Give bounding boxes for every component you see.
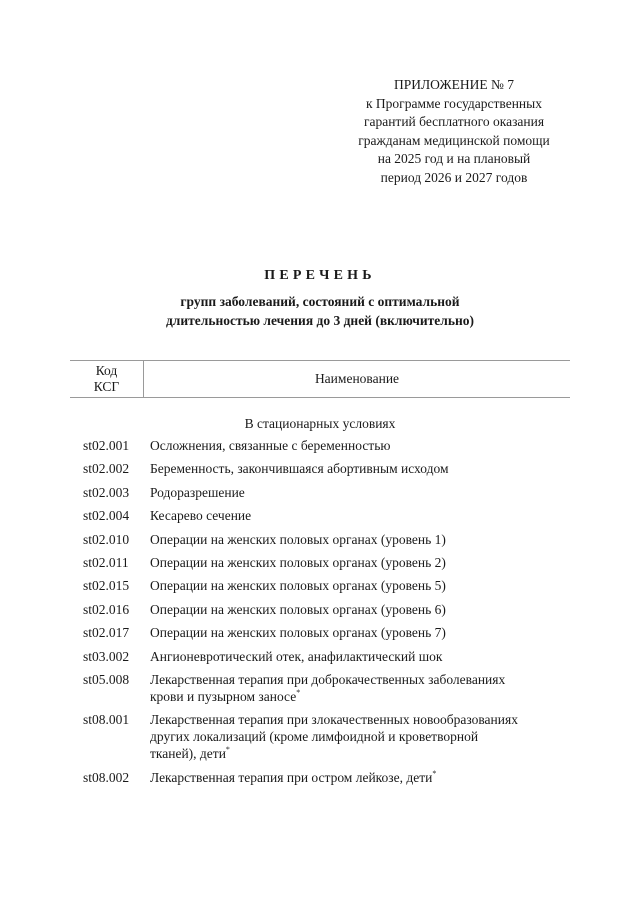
table-row [72, 711, 572, 762]
table-row [72, 484, 572, 501]
group-name [148, 671, 572, 705]
group-name-line [150, 728, 572, 745]
group-name-line [150, 484, 572, 501]
table-row [72, 577, 572, 594]
table-row [72, 624, 572, 641]
group-name-line [150, 711, 572, 728]
ksg-code: st02.011 [83, 554, 129, 570]
group-name-line [150, 437, 572, 454]
table-row [72, 671, 572, 705]
group-name-text: Операции на женских половых органах (уровень 2) [150, 554, 446, 570]
ksg-code: st05.008 [83, 671, 130, 687]
footnote-mark: * [296, 687, 301, 697]
ksg-code: st03.002 [83, 648, 130, 664]
group-name-line [150, 577, 572, 594]
group-name-line [150, 531, 572, 548]
group-name-line [150, 671, 572, 688]
group-name-text: Лекарственная терапия при злокачественных новообразованиях [150, 712, 518, 728]
ksg-code: st02.004 [83, 508, 130, 524]
appendix-line: ПРИЛОЖЕНИЕ № 7 [393, 77, 515, 92]
ksg-code: st02.010 [83, 531, 130, 547]
group-name-text: Операции на женских половых органах (уровень 5) [150, 578, 446, 594]
group-name [148, 577, 572, 594]
appendix-line: период 2026 и 2027 годов [380, 169, 528, 185]
subtitle-line: групп заболеваний, состояний с оптимальной [180, 294, 460, 309]
subtitle-line: длительностью лечения до 3 дней (включительно) [165, 312, 475, 328]
table-row [72, 507, 572, 524]
ksg-code: st08.002 [83, 769, 130, 785]
group-name-text: Операции на женских половых органах (уровень 6) [150, 601, 446, 617]
group-name-text: Операции на женских половых органах (уровень 1) [150, 531, 446, 547]
ksg-code: st02.002 [83, 461, 130, 477]
group-name-text: других локализаций (кроме лимфоидной и кроветворной [150, 729, 479, 745]
group-name-text: Ангионевротический отек, анафилактический шок [150, 648, 443, 664]
table-row [72, 554, 572, 571]
group-name [148, 769, 572, 786]
group-name-text: Кесарево сечение [150, 508, 252, 524]
ksg-code: st02.016 [83, 601, 130, 617]
ksg-code: st02.001 [83, 438, 130, 453]
group-name-line [150, 688, 572, 705]
table-body [72, 437, 572, 792]
group-name-line [150, 554, 572, 571]
group-name [148, 531, 572, 548]
ksg-code: st02.003 [83, 484, 130, 500]
table-header [70, 360, 570, 398]
group-name-line [150, 460, 572, 477]
group-name-line [150, 601, 572, 618]
column-header-code-line: КСГ [93, 379, 120, 394]
table-row [72, 531, 572, 548]
group-name-text: тканей), дети [150, 746, 226, 762]
appendix-line: гарантий бесплатного оказания [363, 114, 545, 129]
group-name [148, 507, 572, 524]
table-row [72, 460, 572, 477]
group-name-text: Родоразрешение [150, 484, 245, 500]
group-name-text: Осложнения, связанные с беременностью [150, 438, 391, 453]
table-row [72, 648, 572, 665]
group-name-text: Операции на женских половых органах (уровень 7) [150, 625, 446, 641]
group-name-text: Лекарственная терапия при доброкачественных заболеваниях [150, 671, 506, 687]
group-name-text: Беременность, закончившаяся абортивным исходом [150, 461, 449, 477]
table-row [72, 437, 572, 454]
ksg-code: st02.015 [83, 578, 130, 594]
column-header-code [70, 361, 144, 397]
table-row [72, 601, 572, 618]
group-name [148, 711, 572, 762]
appendix-line: на 2025 год и на плановый [377, 151, 531, 166]
column-header-name: Наименование [314, 371, 400, 386]
group-name-text: крови и пузырном заносе [150, 688, 297, 704]
document-title: ПЕРЕЧЕНЬ [264, 268, 376, 283]
footnote-mark: * [432, 768, 437, 778]
group-name [148, 648, 572, 665]
appendix-line: гражданам медицинской помощи [358, 132, 550, 148]
document-subtitle [0, 293, 640, 330]
footnote-mark: * [225, 745, 230, 755]
group-name-line [150, 745, 572, 762]
group-name-line [150, 507, 572, 524]
group-name [148, 460, 572, 477]
group-name [148, 437, 572, 454]
table-row [72, 769, 572, 786]
appendix-line: к Программе государственных [366, 95, 542, 111]
group-name [148, 601, 572, 618]
column-header-code-line: Код [95, 363, 118, 378]
group-name [148, 554, 572, 571]
group-name-text: Лекарственная терапия при остром лейкозе, дети [150, 769, 433, 785]
group-name [148, 624, 572, 641]
group-name-line [150, 648, 572, 665]
group-name [148, 484, 572, 501]
ksg-code: st02.017 [83, 625, 130, 641]
group-name-line [150, 769, 572, 786]
group-name-line [150, 624, 572, 641]
appendix-block [340, 76, 568, 187]
ksg-code: st08.001 [83, 712, 130, 728]
section-heading: В стационарных условиях [244, 416, 396, 431]
